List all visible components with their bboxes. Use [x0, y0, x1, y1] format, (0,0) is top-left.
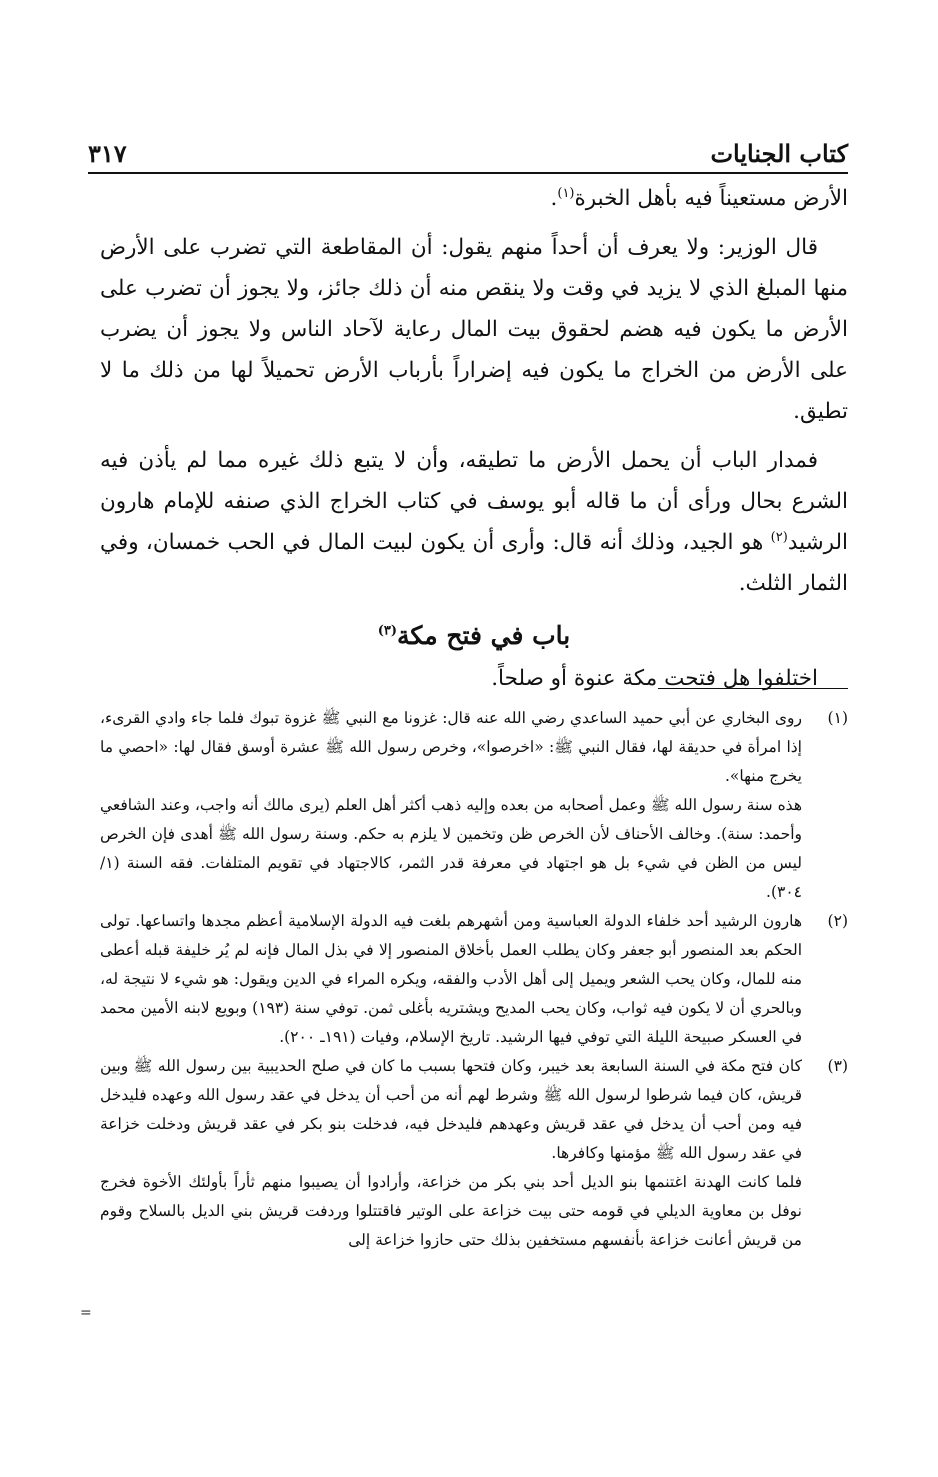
footnote-2-text: هارون الرشيد أحد خلفاء الدولة العباسية ومن أشهرهم بلغت فيه الدولة الإسلامية أعظم مجدها واتساعها. تولى الحكم بعد المنصور أبو جعفر وكان يطلب العمل بأخلاق المنصور إلا في بذل المال فإنه لم يُر خليفة قبله أعطى منه للمال، وكان يحب الشعر ويميل إلى أهل الأدب والفقه، ويكره المراء في الدين ويقول: هو شيء لا نتيجة له، وبالحري أن لا يكون فيه ثواب، وكان يحب المديح ويشتريه بأغلى ثمن. توفي سنة (١٩٣) وبويع لابنه الأمين محمد في العسكر صبيحة الليلة التي توفي فيها الرشيد. تاريخ الإسلام، وفيات (١٩١ـ ٢٠٠). — [100, 912, 802, 1046]
footnote-2 — [100, 907, 848, 1052]
book-title: كتاب الجنايات — [710, 139, 848, 168]
paragraph-2: قال الوزير: ولا يعرف أن أحداً منهم يقول: أن المقاطعة التي تضرب على الأرض منها المبلغ الذي لا يزيد في وقت ولا ينقص منه أن ذلك جائز، ولا يجوز أن تضرب على الأرض ما يكون فيه هضم لحقوق بيت المال رعاية لآحاد الناس ولا يجوز أن يضرب على الأرض من الخراج ما يكون فيه إضراراً بأرباب الأرض تحميلاً لها من ذلك ما لا تطيق. — [100, 235, 848, 424]
footnote-number: (٣) — [827, 1057, 848, 1075]
running-header — [88, 128, 848, 174]
main-text — [100, 178, 848, 699]
continuation-mark: = — [80, 1305, 92, 1321]
footnote-number: (٢) — [827, 912, 848, 930]
paragraph-1-text: الأرض مستعيناً فيه بأهل الخبرة — [574, 186, 848, 211]
footnote-ref-2: (٢) — [770, 529, 788, 545]
footnote-3-text-b: فلما كانت الهدنة اغتنمها بنو الديل أحد بني بكر من خزاعة، وأرادوا أن يصيبوا منهم ثأراً بأولئك الأخوة فخرج نوفل بن معاوية الديلي في قومه حتى بيت خزاعة على الوتير فاقتتلوا وردفت قريش بني الديل بالسلاح وقوم من قريش أعانت خزاعة بأنفسهم مستخفين بذلك حتى حازوا خزاعة إلى — [100, 1173, 802, 1249]
footnote-number: (١) — [827, 709, 848, 727]
paragraph-3-text-b: هو الجيد، وذلك أنه قال: وأرى أن يكون لبيت المال في الحب خمسان، وفي الثمار الثلث. — [100, 530, 848, 596]
paragraph-3 — [100, 440, 848, 604]
chapter-heading — [100, 614, 848, 658]
footnote-1-text-a: روى البخاري عن أبي حميد الساعدي رضي الله عنه قال: غزونا مع النبي ﷺ غزوة تبوك فلما جاء وادي القرىء، إذا امرأة في حديقة لها، فقال النبي ﷺ: «اخرصوا»، وخرص رسول الله ﷺ عشرة أوسق فقال لها: «احصي ما يخرج منها». — [100, 709, 802, 785]
footnote-1 — [100, 704, 848, 907]
footnotes — [100, 704, 848, 1255]
chapter-title: باب في فتح مكة — [397, 621, 571, 650]
footnote-1-text-b: هذه سنة رسول الله ﷺ وعمل أصحابه من بعده وإليه ذهب أكثر أهل العلم (يرى مالك أنه واجب، وعند الشافعي وأحمد: سنة). وخالف الأحناف لأن الخرص ظن وتخمين لا يلزم به حكم. وسنة رسول الله ﷺ أهدى فإن الخرص ليس من الظن في شيء بل هو اجتهاد في معرفة قدر الثمر، كالاجتهاد في تقويم المتلفات. فقه السنة (١/ ٣٠٤). — [100, 796, 802, 901]
paragraph-1 — [100, 178, 848, 219]
footnote-ref-3: (٣) — [377, 623, 398, 639]
footnote-3-text-a: كان فتح مكة في السنة السابعة بعد خيبر، وكان فتحها بسبب ما كان في صلح الحديبية بين رسول الله ﷺ وبين قريش، كان فيما شرطوا لرسول الله ﷺ وشرط لهم أنه من أحب أن يدخل في عقد رسول الله وعهده فليدخل فيه ومن أحب أن يدخل في عقد قريش وعهدهم فليدخل فيه، فدخلت بنو بكر في عقد قريش ودخلت خزاعة في عقد رسول الله ﷺ مؤمنها وكافرها. — [100, 1057, 802, 1162]
paragraph-3-text-a: فمدار الباب أن يحمل الأرض ما تطيقه، وأن لا يتبع ذلك غيره مما لم يأذن فيه الشرع بحال ورأى أن ما قاله أبو يوسف في كتاب الخراج الذي صنفه للإمام هارون الرشيد — [100, 448, 848, 555]
footnote-ref-1: (١) — [557, 185, 575, 201]
paragraph-4: اختلفوا هل فتحت مكة عنوة أو صلحاً. — [491, 666, 818, 691]
page-number: ٣١٧ — [88, 139, 127, 168]
footnote-3 — [100, 1052, 848, 1255]
footnote-separator — [658, 688, 848, 689]
paragraph-1-end: . — [550, 186, 558, 211]
